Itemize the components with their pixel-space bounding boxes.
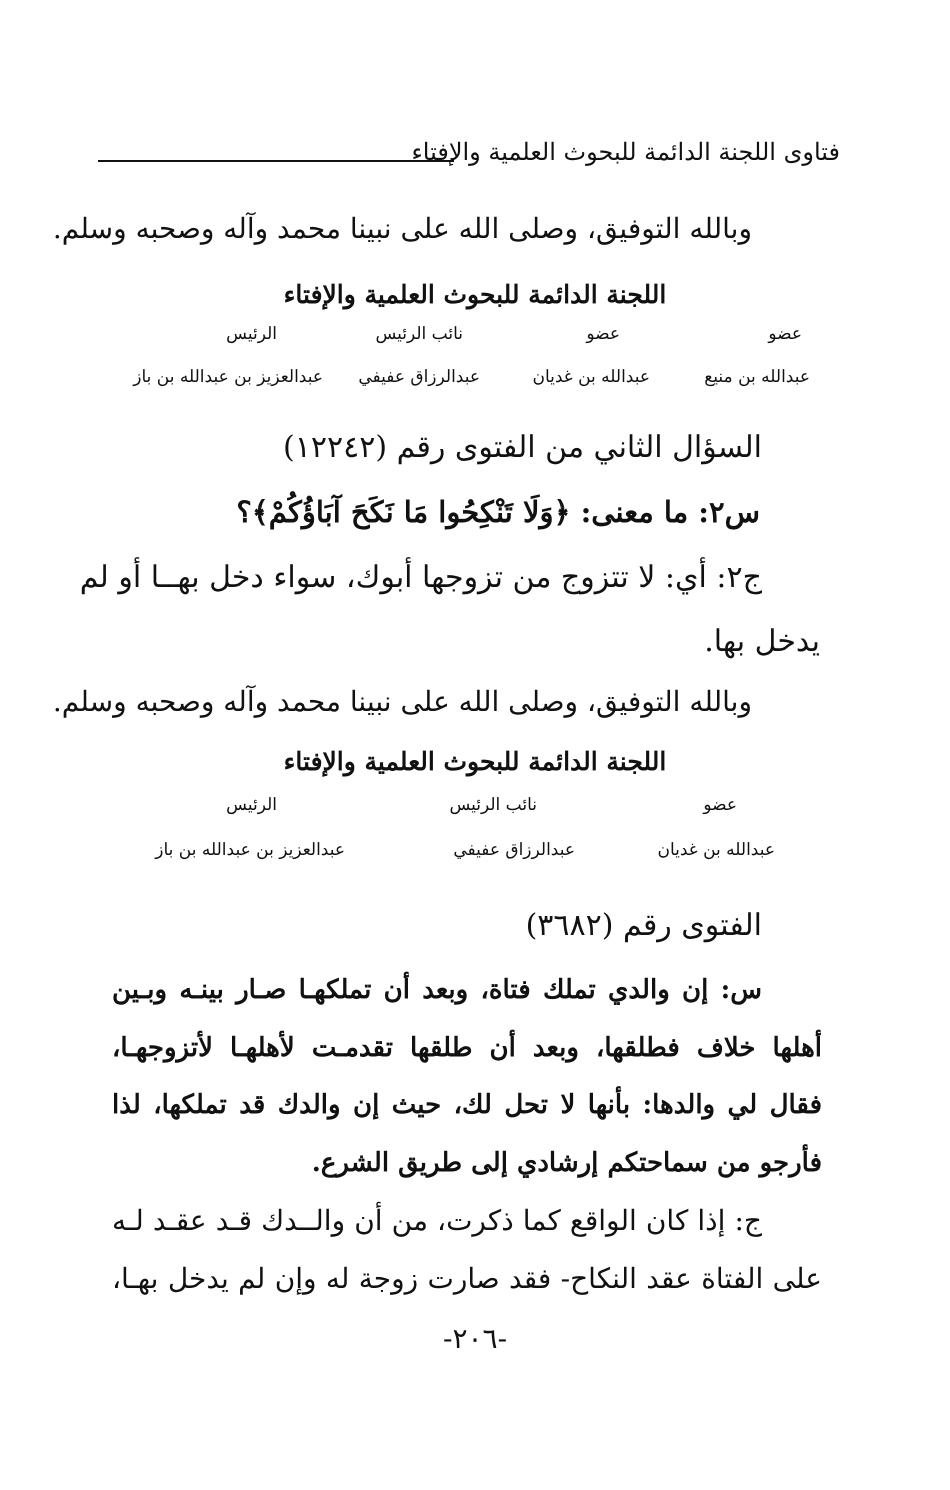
role-vice-president-1: نائب الرئيس xyxy=(375,324,463,344)
fatwa-question-line-3: فقال لي والدها: بأنها لا تحل لك، حيث إن والدك قد تملكها، لذا xyxy=(112,1090,822,1120)
signatory-name-1: عبدالله بن منيع xyxy=(704,367,810,387)
signatory-name-6: عبدالرزاق عفيفي xyxy=(453,840,575,860)
fatwa-question-line-4: فأرجو من سماحتكم إرشادي إلى طريق الشرع. xyxy=(311,1148,822,1178)
fatwa-question-line-1: س: إن والدي تملك فتاة، وبعد أن تملكهـا صـار بينـه وبـين xyxy=(112,975,762,1005)
role-president-2: الرئيس xyxy=(226,795,277,815)
committee-title-1: اللجنة الدائمة للبحوث العلمية والإفتاء xyxy=(283,280,667,309)
fatwa-answer-line-1: ج: إذا كان الواقع كما ذكرت، من أن والــدك قـد عقـد لـه xyxy=(112,1204,762,1237)
question-text: س٢: ما معنى: ﴿وَلَا تَنْكِحُوا مَا نَكَحَ آبَاؤُكُمْ﴾؟ xyxy=(236,495,760,529)
answer-line-2: يدخل بها. xyxy=(704,624,820,659)
running-header: فتاوى اللجنة الدائمة للبحوث العلمية والإفتاء xyxy=(411,138,840,166)
role-member-2: عضو xyxy=(586,324,620,344)
header-rule xyxy=(98,160,454,162)
page-number: -٢٠٦- xyxy=(442,1322,508,1355)
closing-line-2: وبالله التوفيق، وصلى الله على نبينا محمد وآله وصحبه وسلم. xyxy=(52,685,752,718)
signatory-name-7: عبدالعزيز بن عبدالله بن باز xyxy=(155,840,345,860)
committee-title-2: اللجنة الدائمة للبحوث العلمية والإفتاء xyxy=(283,747,667,776)
role-member-1: عضو xyxy=(768,324,802,344)
signatory-name-4: عبدالعزيز بن عبدالله بن باز xyxy=(133,367,323,387)
role-member-3: عضو xyxy=(703,795,737,815)
answer-line-1: ج٢: أي: لا تتزوج من تزوجها أبوك، سواء دخل بهــا أو لم xyxy=(79,560,762,595)
closing-line-1: وبالله التوفيق، وصلى الله على نبينا محمد وآله وصحبه وسلم. xyxy=(52,212,752,245)
role-president-1: الرئيس xyxy=(226,324,277,344)
fatwa-answer-line-2: على الفتاة عقد النكاح- فقد صارت زوجة له وإن لم يدخل بهـا، xyxy=(112,1262,822,1295)
fatwa-heading: الفتوى رقم (٣٦٨٢) xyxy=(525,908,762,943)
question-heading: السؤال الثاني من الفتوى رقم (١٢٢٤٢) xyxy=(283,430,762,465)
signatory-name-2: عبدالله بن غديان xyxy=(532,367,650,387)
fatwa-question-line-2: أهلها خلاف فطلقها، وبعد أن طلقها تقدمـت لأهلهـا لأتزوجهـا، xyxy=(112,1033,822,1063)
role-vice-president-2: نائب الرئيس xyxy=(449,795,537,815)
signatory-name-3: عبدالرزاق عفيفي xyxy=(358,367,480,387)
signatory-name-5: عبدالله بن غديان xyxy=(657,840,775,860)
